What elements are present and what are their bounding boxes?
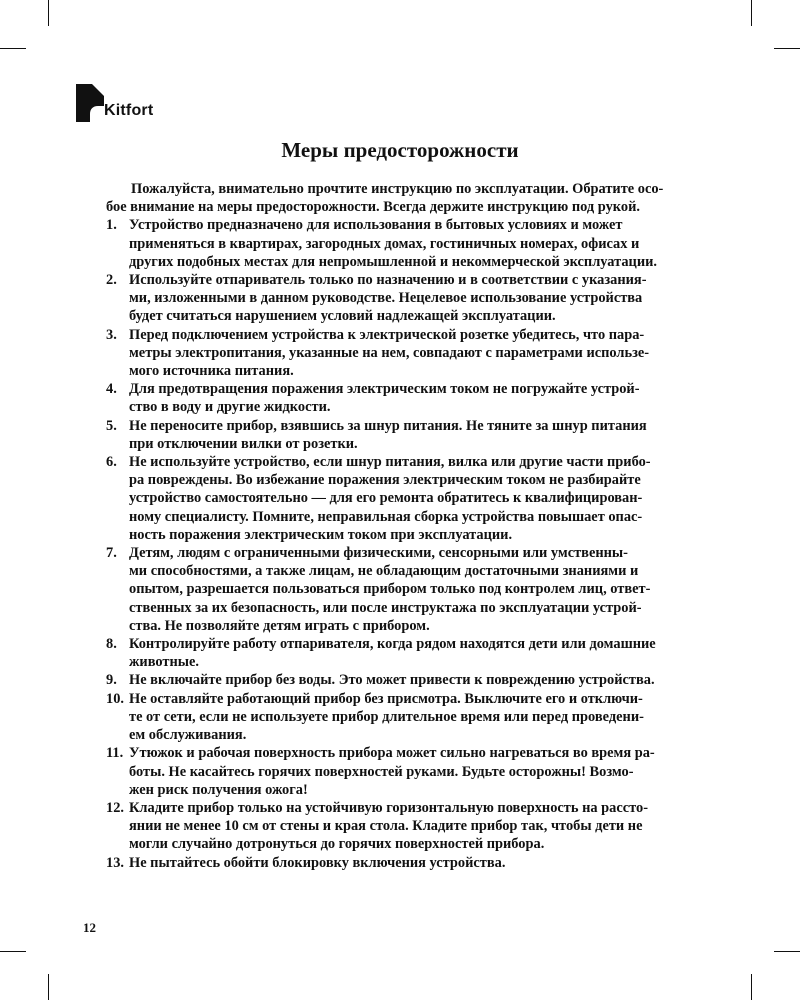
rule-text-line: Не переносите прибор, взявшись за шнур питания. Не тяните за шнур питания — [129, 417, 647, 434]
safety-rule-item — [106, 271, 702, 326]
document-body — [106, 180, 702, 872]
rule-text-line: Не включайте прибор без воды. Это может привести к повреждению устройства. — [129, 672, 655, 689]
rule-text-line: Утюжок и рабочая поверхность прибора может сильно нагреваться во время ра- — [129, 745, 655, 762]
page-title: Меры предосторожности — [281, 138, 519, 162]
rule-number: 8. — [106, 636, 117, 653]
crop-mark-top-right-horizontal — [774, 48, 800, 49]
rule-text-line: боты. Не касайтесь горячих поверхностей руками. Будьте осторожны! Возмо- — [129, 763, 634, 780]
safety-rule-item — [106, 799, 702, 854]
rule-text-line: ми, изложенными в данном руководстве. Нецелевое использование устройства — [129, 290, 643, 307]
rule-text-line: ми способностями, а также лицам, не обладающим достаточными знаниями и — [129, 563, 639, 580]
rule-text-line: ному специалисту. Помните, неправильная сборка устройства повышает опас- — [129, 508, 643, 525]
intro-paragraph — [106, 180, 702, 216]
crop-mark-top-left-horizontal — [0, 48, 26, 49]
crop-mark-top-left-vertical — [48, 0, 49, 26]
intro-line: бое внимание на меры предосторожности. Всегда держите инструкцию под рукой. — [106, 199, 640, 216]
rule-text-line: могли случайно дотронуться до горячих поверхностей прибора. — [129, 836, 545, 853]
safety-rule-item — [106, 635, 702, 671]
rule-number: 6. — [106, 454, 117, 471]
rule-text-line: ственных за их безопасность, или после инструктажа по эксплуатации устрой- — [129, 599, 642, 616]
crop-mark-bottom-right-horizontal — [774, 951, 800, 952]
crop-mark-bottom-right-vertical — [751, 974, 752, 1000]
safety-rules-list — [106, 216, 702, 871]
rule-number: 3. — [106, 326, 117, 343]
safety-rule-item — [106, 326, 702, 381]
rule-text-line: Перед подключением устройства к электрической розетке убедитесь, что пара- — [129, 326, 645, 343]
rule-text-line: Детям, людям с ограниченными физическими, сенсорными или умственны- — [129, 545, 628, 562]
page-number: 12 — [83, 920, 96, 935]
safety-rule-item — [106, 854, 702, 872]
safety-rule-item — [106, 216, 702, 271]
rule-text-line: устройство самостоятельно — для его ремонта обратитесь к квалифицирован- — [129, 490, 643, 507]
rule-number: 5. — [106, 417, 117, 434]
rule-text-line: при отключении вилки от розетки. — [129, 435, 358, 452]
rule-text-line: животные. — [129, 654, 199, 671]
safety-rule-item — [106, 453, 702, 544]
rule-text-line: жен риск получения ожога! — [129, 781, 308, 798]
rule-text-line: те от сети, если не используете прибор длительное время или перед проведени- — [129, 708, 644, 725]
rule-text-line: Не используйте устройство, если шнур питания, вилка или другие части прибо- — [129, 454, 651, 471]
crop-mark-bottom-left-horizontal — [0, 951, 26, 952]
safety-rule-item — [106, 690, 702, 745]
safety-rule-item — [106, 544, 702, 635]
rule-number: 12. — [106, 799, 124, 816]
rule-number: 2. — [106, 272, 117, 289]
rule-text-line: Кладите прибор только на устойчивую горизонтальную поверхность на рассто- — [129, 799, 648, 816]
rule-text-line: Для предотвращения поражения электрическим током не погружайте устрой- — [129, 381, 640, 398]
rule-text-line: применяться в квартирах, загородных домах, гостиничных номерах, офисах и — [129, 235, 640, 252]
rule-text-line: янии не менее 10 см от стены и края стола. Кладите прибор так, чтобы дети не — [129, 818, 643, 835]
crop-mark-bottom-left-vertical — [48, 974, 49, 1000]
rule-text-line: Контролируйте работу отпаривателя, когда рядом находятся дети или домашние — [129, 636, 656, 653]
rule-number: 1. — [106, 217, 117, 234]
rule-text-line: опытом, разрешается пользоваться прибором только под контролем лиц, ответ- — [129, 581, 651, 598]
rule-number: 4. — [106, 381, 117, 398]
safety-rule-item — [106, 671, 702, 689]
brand-logo — [76, 80, 153, 122]
kitfort-logo-icon — [76, 84, 104, 122]
safety-rule-item — [106, 380, 702, 416]
rule-text-line: других подобных местах для непромышленной и некоммерческой эксплуатации. — [129, 253, 658, 270]
rule-text-line: ство в воду и другие жидкости. — [129, 399, 331, 416]
rule-text-line: ность поражения электрическим током при эксплуатации. — [129, 526, 513, 543]
crop-mark-top-right-vertical — [751, 0, 752, 26]
rule-text-line: метры электропитания, указанные на нем, совпадают с параметрами использе- — [129, 344, 650, 361]
brand-name: Kitfort — [104, 102, 154, 119]
safety-rule-item — [106, 417, 702, 453]
rule-number: 10. — [106, 690, 124, 707]
rule-number: 11. — [106, 745, 124, 762]
rule-text-line: мого источника питания. — [129, 363, 294, 380]
intro-line: Пожалуйста, внимательно прочтите инструкцию по эксплуатации. Обратите осо- — [131, 181, 664, 197]
rule-number: 7. — [106, 545, 117, 562]
rule-text-line: Не оставляйте работающий прибор без присмотра. Выключите его и отключи- — [129, 690, 643, 707]
rule-text-line: Используйте отпариватель только по назначению и в соответствии с указания- — [129, 272, 647, 289]
rule-text-line: будет считаться нарушением условий надлежащей эксплуатации. — [129, 308, 556, 325]
rule-text-line: Не пытайтесь обойти блокировку включения устройства. — [129, 854, 506, 871]
rule-number: 9. — [106, 672, 117, 689]
rule-number: 13. — [106, 854, 124, 871]
rule-text-line: Устройство предназначено для использования в бытовых условиях и может — [129, 217, 623, 234]
rule-text-line: ства. Не позволяйте детям играть с прибором. — [129, 617, 430, 634]
rule-text-line: ра повреждены. Во избежание поражения электрическим током не разбирайте — [129, 472, 641, 489]
safety-rule-item — [106, 744, 702, 799]
rule-text-line: ем обслуживания. — [129, 727, 247, 744]
